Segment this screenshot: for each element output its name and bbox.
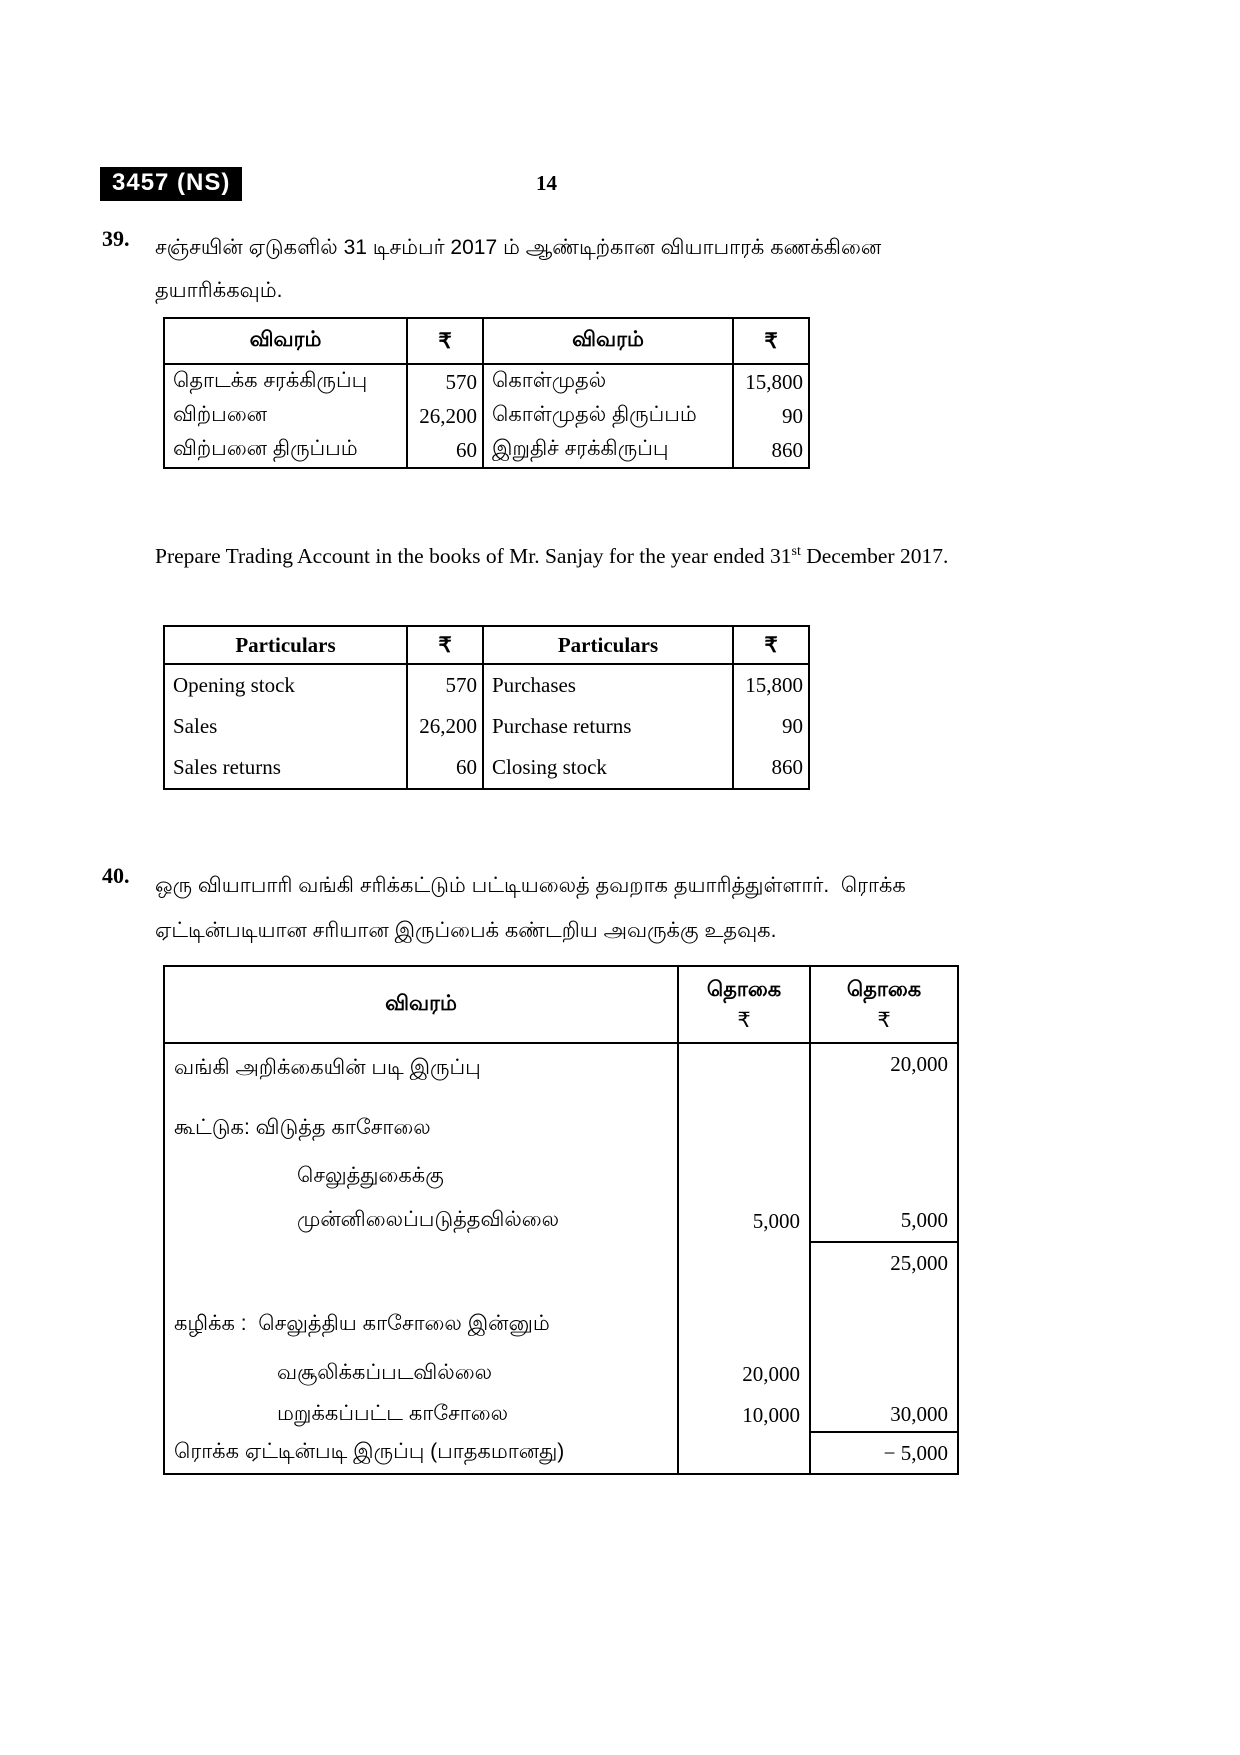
amount-value: 20,000 [810,1043,958,1105]
amount-value: 10,000 [678,1398,810,1432]
amount-value: 570 [407,364,483,399]
amount-value: 30,000 [810,1398,958,1432]
column-header-particulars: Particulars [483,626,733,664]
table-row [164,1350,958,1398]
amount-value [810,1153,958,1200]
column-header-rupee: ₹ [733,626,809,664]
question-40-text [155,863,1015,953]
row-label: Closing stock [483,747,733,789]
table-row [164,1398,958,1432]
amount-value: 26,200 [407,399,483,433]
amount-value: 25,000 [810,1242,958,1300]
amount-value [678,1105,810,1153]
column-header-particulars: விவரம் [164,966,678,1043]
amount-value: 860 [733,747,809,789]
instruction-text-post: December 2017. [800,544,949,569]
table-row [164,1105,958,1153]
q39-tamil-table [163,317,810,469]
row-label: Sales [164,706,407,747]
instruction-text-pre: Prepare Trading Account in the books of Mr. Sanjay for the year ended 31 [155,544,792,569]
row-label [164,1242,678,1300]
amount-header-label: தொகை [706,977,782,1001]
table-header-row [164,626,809,664]
table-header-row [164,966,958,1043]
amount-value [810,1105,958,1153]
ordinal-suffix: st [791,544,801,559]
row-label: ரொக்க ஏட்டின்படி இருப்பு (பாதகமானது) [164,1432,678,1474]
row-label: கழிக்க : செலுத்திய காசோலை இன்னும் [164,1300,678,1350]
rupee-symbol: ₹ [737,1007,751,1032]
question-39-text [155,226,1015,312]
column-header-amount-2 [810,966,958,1043]
table-row [164,664,809,706]
amount-value: 5,000 [810,1200,958,1242]
page-number: 14 [536,171,557,195]
table-row [164,747,809,789]
table-row [164,1153,958,1200]
amount-value [678,1300,810,1350]
row-label: Sales returns [164,747,407,789]
amount-value: 15,800 [733,364,809,399]
amount-value: 860 [733,433,809,468]
row-label: இறுதிச் சரக்கிருப்பு [483,433,733,468]
row-label: வசூலிக்கப்படவில்லை [164,1350,678,1398]
q40-line-2: ஏட்டின்படியான சரியான இருப்பைக் கண்டறிய அவருக்கு உதவுக. [155,919,777,942]
amount-header-label: தொகை [846,977,922,1001]
amount-value [678,1242,810,1300]
table-row [164,399,809,433]
amount-value [810,1300,958,1350]
amount-value [810,1350,958,1398]
amount-value: 90 [733,706,809,747]
row-label: செலுத்துகைக்கு [164,1153,678,1200]
doc-code-badge: 3457 (NS) [100,167,242,201]
row-label: Purchase returns [483,706,733,747]
amount-value: 15,800 [733,664,809,706]
table-row [164,433,809,468]
q39-english-table [163,625,810,790]
question-39-number: 39. [102,226,130,251]
column-header-rupee: ₹ [407,318,483,364]
table-row [164,1200,958,1242]
amount-value [678,1043,810,1105]
row-label: கொள்முதல் [483,364,733,399]
q39-line-1: சஞ்சயின் ஏடுகளில் 31 டிசம்பர் 2017 ம் ஆண்டிற்கான வியாபாரக் கணக்கினை [155,236,882,259]
row-label: முன்னிலைப்படுத்தவில்லை [164,1200,678,1242]
table-row [164,1043,958,1105]
table-row [164,1432,958,1474]
column-header-amount-1 [678,966,810,1043]
row-label: கொள்முதல் திருப்பம் [483,399,733,433]
amount-value: 26,200 [407,706,483,747]
amount-value: 570 [407,664,483,706]
row-label: தொடக்க சரக்கிருப்பு [164,364,407,399]
row-label: மறுக்கப்பட்ட காசோலை [164,1398,678,1432]
amount-value: 60 [407,747,483,789]
amount-value: 60 [407,433,483,468]
question-40-number: 40. [102,863,130,888]
q40-reconciliation-table [163,965,959,1475]
amount-value: − 5,000 [810,1432,958,1474]
row-label: விற்பனை [164,399,407,433]
column-header-particulars: Particulars [164,626,407,664]
q39-line-2: தயாரிக்கவும். [155,279,283,302]
column-header-particulars: விவரம் [483,318,733,364]
table-row [164,706,809,747]
amount-value: 5,000 [678,1200,810,1242]
row-label: Opening stock [164,664,407,706]
row-label: கூட்டுக: விடுத்த காசோலை [164,1105,678,1153]
table-row [164,1242,958,1300]
amount-value [678,1153,810,1200]
row-label: விற்பனை திருப்பம் [164,433,407,468]
q39-instruction-english [155,536,1060,572]
table-row [164,364,809,399]
rupee-symbol: ₹ [877,1007,891,1032]
column-header-particulars: விவரம் [164,318,407,364]
q40-line-1: ஒரு வியாபாரி வங்கி சரிக்கட்டும் பட்டியலைத் தவறாக தயாரித்துள்ளார். ரொக்க [155,874,906,897]
row-label: Purchases [483,664,733,706]
column-header-rupee: ₹ [407,626,483,664]
table-row [164,1300,958,1350]
table-header-row [164,318,809,364]
amount-value: 90 [733,399,809,433]
column-header-rupee: ₹ [733,318,809,364]
amount-value: 20,000 [678,1350,810,1398]
amount-value [678,1432,810,1474]
row-label: வங்கி அறிக்கையின் படி இருப்பு [164,1043,678,1105]
